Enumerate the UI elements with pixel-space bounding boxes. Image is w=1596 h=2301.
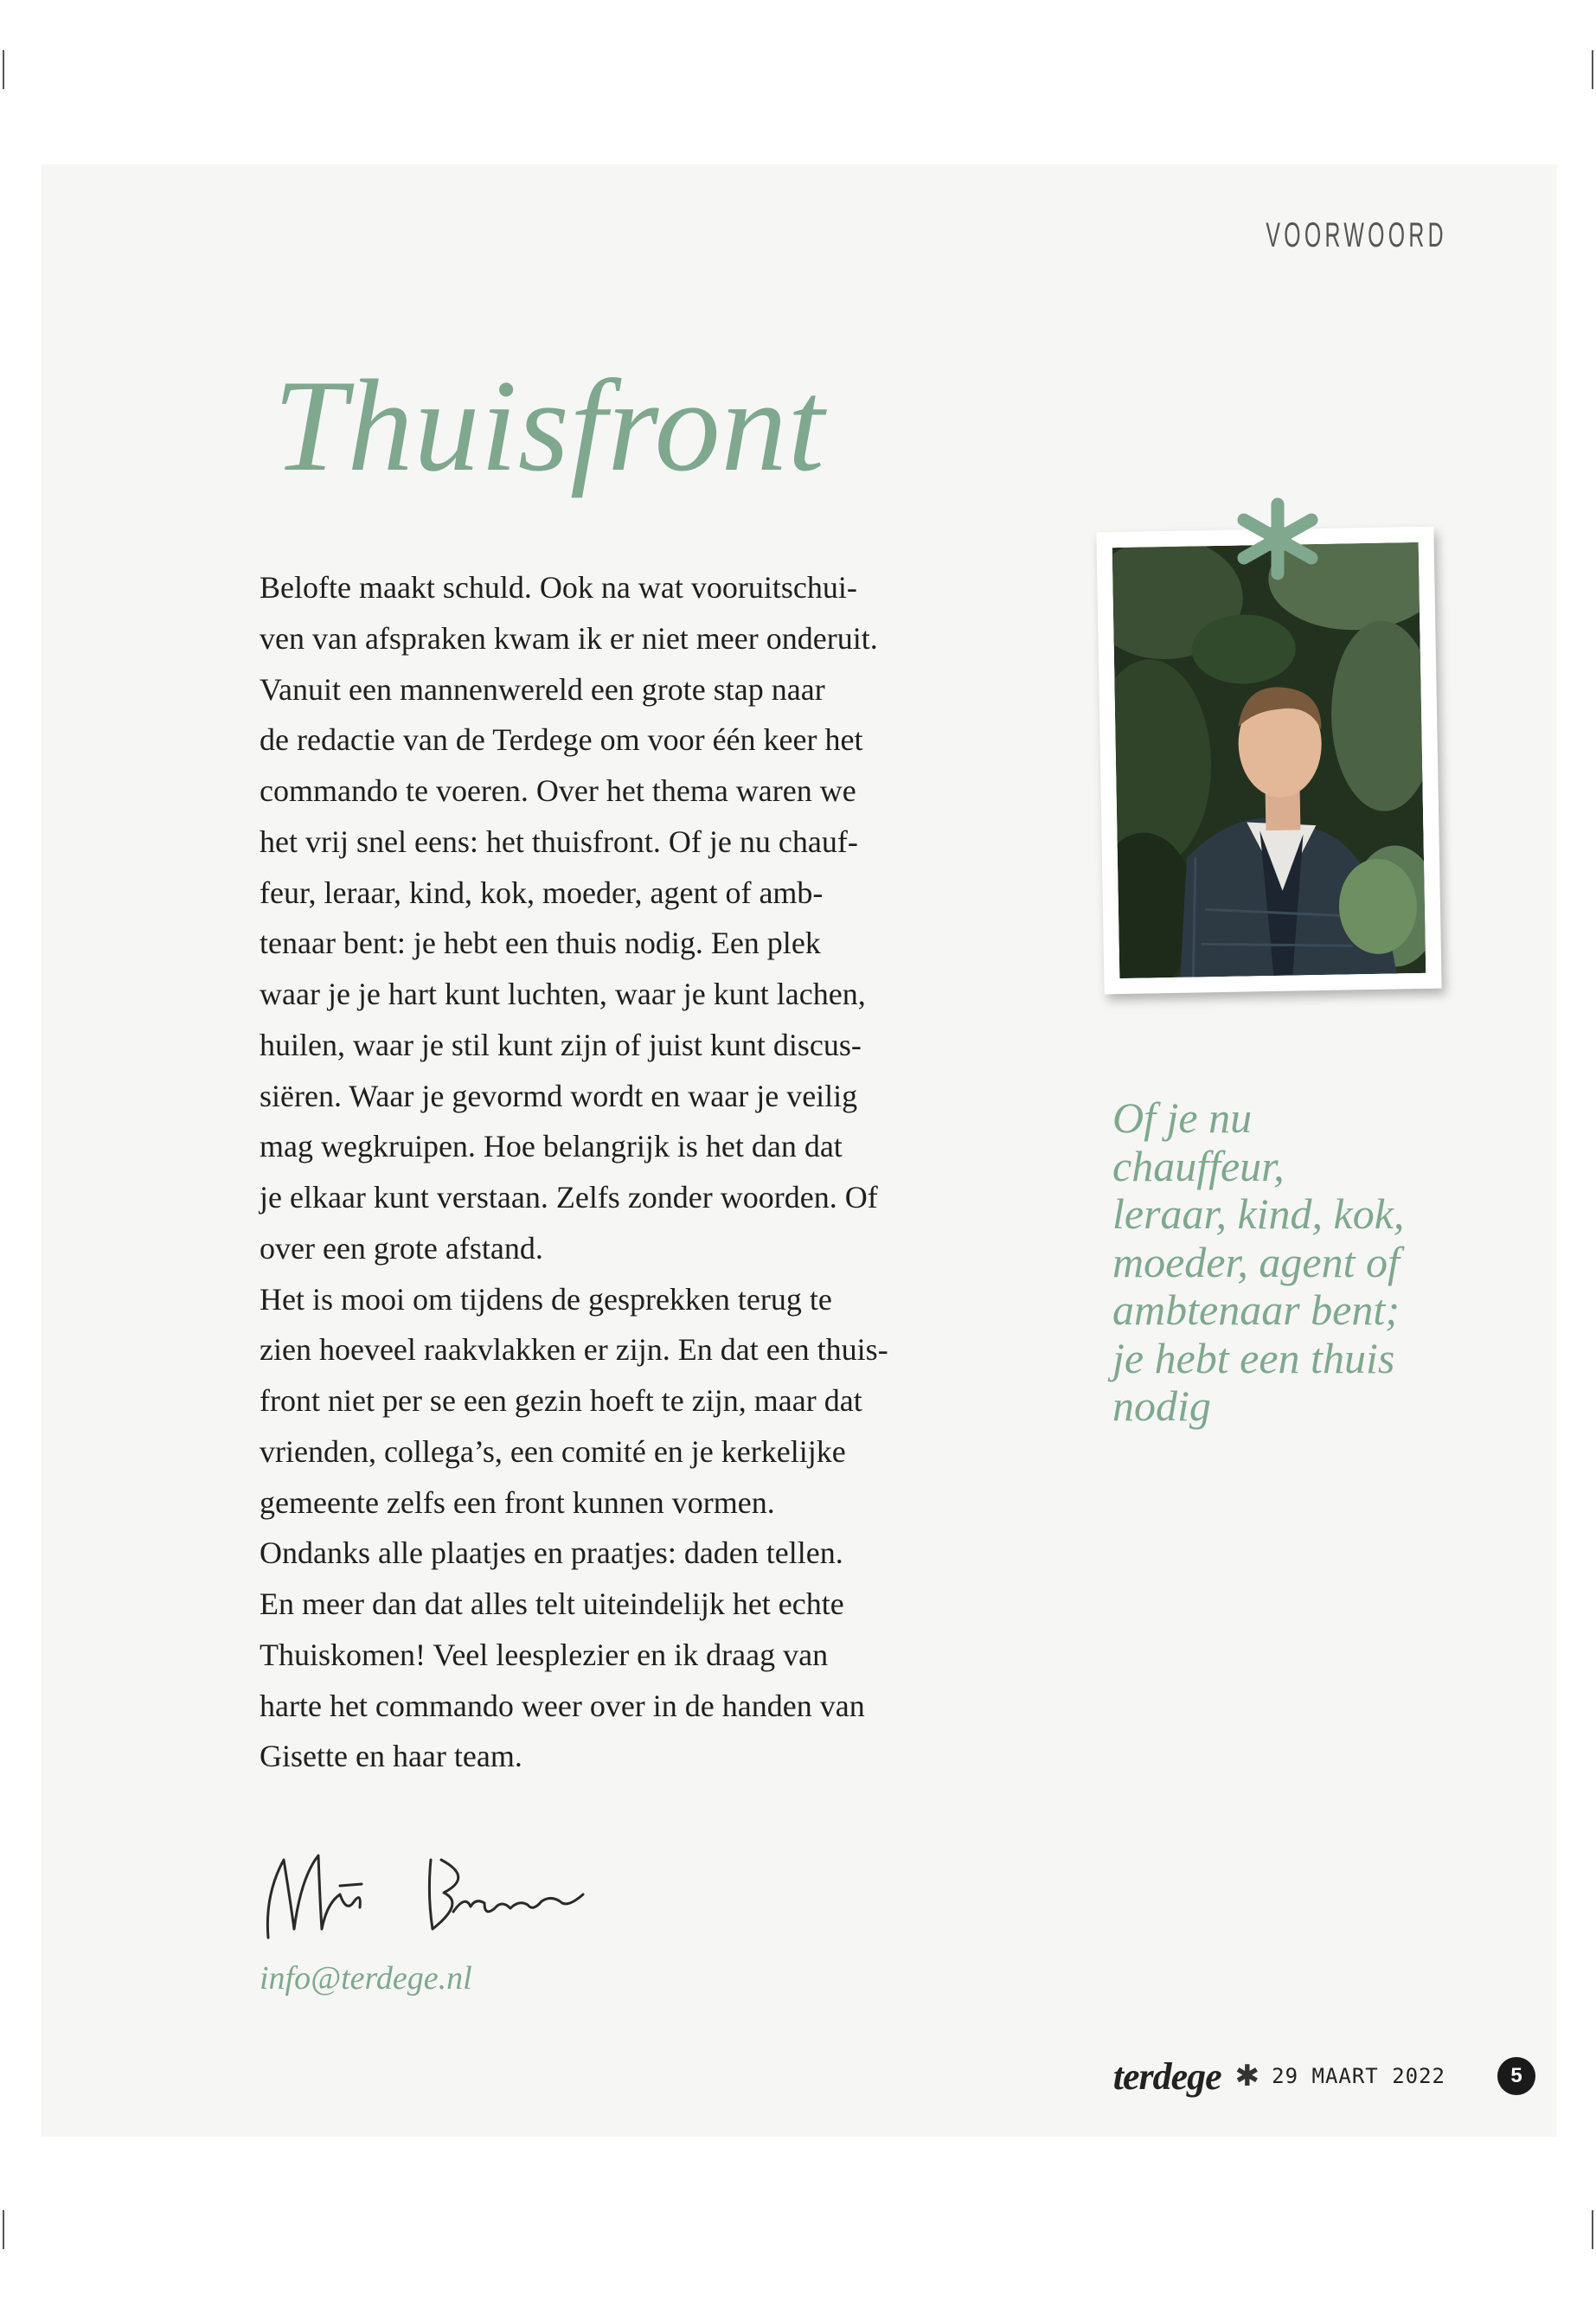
author-photo	[1112, 542, 1426, 978]
author-photo-frame	[1096, 527, 1441, 995]
body-line: feur, leraar, kind, kok, moeder, agent of amb-	[260, 875, 824, 910]
body-line: tenaar bent: je hebt een thuis nodig. Een plek	[260, 926, 821, 961]
asterisk-star-icon	[1230, 496, 1325, 582]
pull-quote	[1112, 1094, 1476, 1431]
body-line: Ondanks alle plaatjes en praatjes: daden tellen.	[260, 1535, 843, 1571]
body-line: Belofte maakt schuld. Ook na wat vooruitschui-	[260, 570, 857, 605]
body-line: gemeente zelfs een front kunnen vormen.	[260, 1484, 775, 1520]
pull-quote-line: chauffeur,	[1112, 1141, 1285, 1190]
crop-mark-bottom-left	[3, 2210, 4, 2249]
body-line: commando te voeren. Over het thema waren we	[260, 773, 856, 808]
body-line: siëren. Waar je gevormd wordt en waar je veilig	[260, 1078, 858, 1113]
section-label: VOORWOORD	[1266, 216, 1447, 254]
body-line: over een grote afstand.	[260, 1230, 543, 1266]
signature-image	[258, 1843, 586, 1946]
body-line: je elkaar kunt verstaan. Zelfs zonder woorden. Of	[260, 1180, 878, 1215]
page-number: 5	[1497, 2057, 1535, 2095]
body-line: Gisette en haar team.	[260, 1739, 522, 1774]
body-line: mag wegkruipen. Hoe belangrijk is het dan dat	[260, 1129, 843, 1164]
body-line: huilen, waar je stil kunt zijn of juist kunt discus-	[260, 1027, 862, 1062]
pull-quote-line: moeder, agent of	[1112, 1237, 1400, 1286]
pull-quote-line: leraar, kind, kok,	[1112, 1189, 1405, 1238]
asterisk-icon: ✱	[1234, 2059, 1260, 2093]
pull-quote-line: nodig	[1112, 1381, 1211, 1430]
page-footer	[1113, 2050, 1535, 2102]
body-line: front niet per se een gezin hoeft te zijn, maar dat	[260, 1383, 862, 1418]
pull-quote-line: Of je nu	[1112, 1093, 1253, 1142]
body-line: zien hoeveel raakvlakken er zijn. En dat een thuis-	[260, 1332, 888, 1368]
brand-logo: terdege	[1112, 2054, 1221, 2098]
crop-mark-top-right	[1592, 50, 1593, 89]
crop-mark-top-left	[3, 50, 4, 89]
body-line: Het is mooi om tijdens de gesprekken terug te	[260, 1281, 832, 1317]
body-line: de redactie van de Terdege om voor één keer het	[260, 722, 863, 758]
body-line: Vanuit een mannenwereld een grote stap naar	[260, 671, 825, 707]
body-line: het vrij snel eens: het thuisfront. Of je nu chauf-	[260, 824, 858, 859]
pull-quote-line: ambtenaar bent;	[1112, 1285, 1400, 1334]
body-line: En meer dan dat alles telt uiteindelijk het echte	[260, 1586, 844, 1621]
body-line: vrienden, collega’s, een comité en je kerkelijke	[260, 1433, 846, 1469]
contact-email: info@terdege.nl	[260, 1960, 472, 1997]
body-text	[260, 562, 969, 1782]
crop-mark-bottom-right	[1592, 2210, 1593, 2249]
issue-date: 29 MAART 2022	[1272, 2064, 1445, 2088]
body-line: ven van afspraken kwam ik er niet meer onderuit.	[260, 620, 878, 656]
body-line: waar je je hart kunt luchten, waar je kunt lachen,	[260, 977, 866, 1011]
body-line: Thuiskomen! Veel leesplezier en ik draag van	[260, 1637, 829, 1672]
article-title: Thuisfront	[273, 353, 825, 498]
body-line: harte het commando weer over in de handen van	[260, 1688, 865, 1723]
pull-quote-line: je hebt een thuis	[1112, 1333, 1395, 1382]
